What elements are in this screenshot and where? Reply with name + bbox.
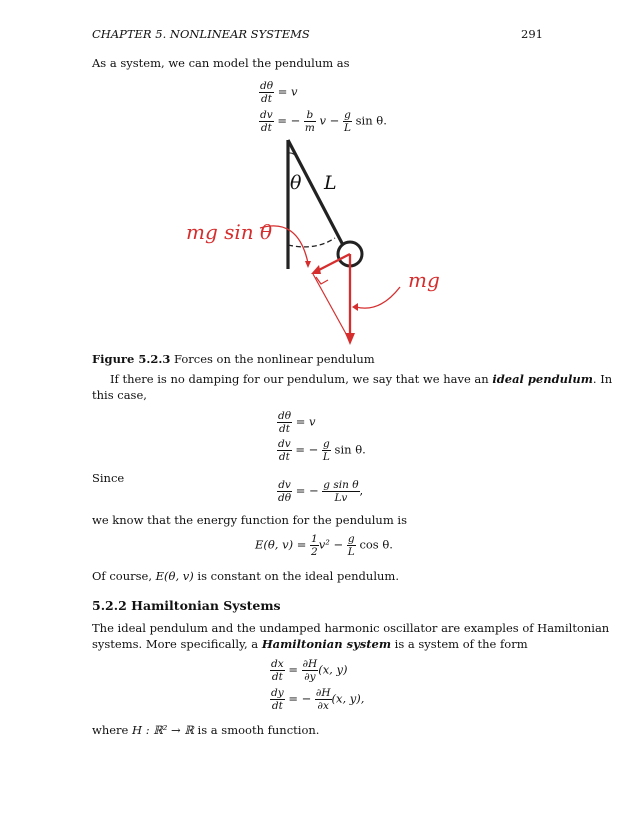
paragraph-since: Since	[92, 471, 125, 485]
paragraph-model-intro: As a system, we can model the pendulum as	[92, 56, 350, 70]
swing-arc	[288, 238, 335, 247]
section-heading: 5.2.2 Hamiltonian Systems	[92, 598, 281, 613]
paragraph-where: where H : ℝ² → ℝ is a smooth function.	[92, 723, 320, 737]
running-header: CHAPTER 5. NONLINEAR SYSTEMS	[92, 27, 310, 41]
paragraph-hamiltonian-line1: The ideal pendulum and the undamped harmonic oscillator are examples of Hamiltonian	[92, 621, 610, 635]
label-mgsin: mg sin θ	[186, 220, 273, 244]
label-mg: mg	[408, 268, 440, 292]
equation-ratio: $\frac{dv}{d\theta}$ = − $\frac{\text{g sin θ}}{Lv}$ ,	[278, 479, 364, 505]
pendulum-figure	[180, 135, 450, 350]
term-ideal-pendulum: ideal pendulum	[492, 372, 593, 386]
term-hamiltonian-system: Hamiltonian system	[261, 637, 391, 651]
page: CHAPTER 5. NONLINEAR SYSTEMS 291 As a system, we can model the pendulum as $\frac{d\theta}{dt}$ = v $\frac{dv}{dt}$ = − $\frac{b}{m}$ v − $\frac{g}{L}$ sin θ. θ L mg sin θ mg Figure 5.2.3 Forces on the nonlinear pendulum If there is no damping for our pendulum, we say that we have an ideal pendulum. In this case, $\frac{d\theta}{dt}$ = v $\frac{dv}{dt}$ = − $\frac{g}{L}$ sin θ. Since $\frac{dv}{d\theta}$ = − $\frac{\text{g sin θ}}{Lv}$ , we know that the energy function for the pendulum is E(θ, v) = $\frac{1}{2}$ v² − $\frac{g}{L}$ cos θ. Of course, E(θ, v) is constant on the ideal pendulum. 5.2.2 Hamiltonian Systems The ideal pendulum and the undamped harmonic oscillator are examples of Hamiltonian systems. More specifically, a Hamiltonian system is a system of the form $\frac{dx}{dt}$ = $\frac{\partial H}{\partial y}$ (x, y) $\frac{dy}{dt}$ = − $\frac{\partial H}{\partial x}$ (x, y), where H : ℝ² → ℝ is a smooth function.	[0, 0, 630, 815]
paragraph-ideal-intro-line2: this case,	[92, 388, 147, 402]
equation-energy: E(θ, v) = $\frac{1}{2}$ v² − $\frac{g}{L}$ cos θ.	[255, 533, 393, 559]
figure-caption: Figure 5.2.3 Forces on the nonlinear pendulum	[92, 352, 375, 366]
paragraph-energy-intro: we know that the energy function for the pendulum is	[92, 513, 407, 527]
projection-line	[313, 274, 350, 341]
paragraph-constant: Of course, E(θ, v) is constant on the ideal pendulum.	[92, 569, 399, 583]
mg-pointer	[356, 287, 400, 308]
gravity-arrowhead	[345, 333, 355, 345]
label-theta: θ	[290, 172, 302, 194]
paragraph-ideal-intro: If there is no damping for our pendulum, we say that we have an ideal pendulum. In	[110, 372, 613, 386]
label-length: L	[324, 172, 337, 194]
mg-pointer-head	[352, 303, 358, 311]
page-number: 291	[521, 27, 543, 41]
tangential-arrowhead	[311, 265, 321, 274]
mgsin-pointer-head	[305, 261, 311, 268]
fraction: $\frac{d\theta}{dt}$	[260, 80, 274, 106]
paragraph-hamiltonian-line2: systems. More specifically, a Hamiltonian system is a system of the form	[92, 637, 528, 651]
